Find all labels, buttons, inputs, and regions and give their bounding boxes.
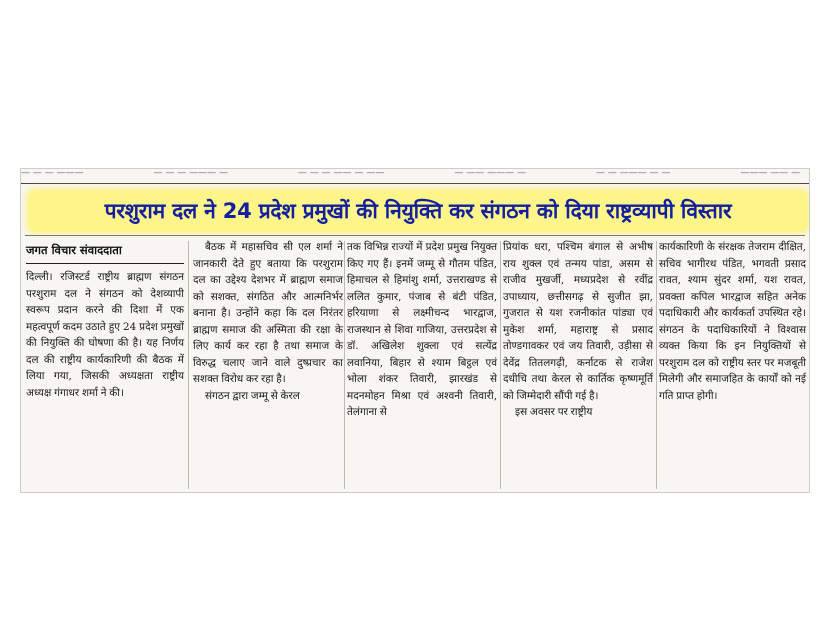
headline-divider [25, 235, 805, 236]
byline-underline [26, 263, 184, 264]
article-column-4 [503, 239, 653, 421]
article-paragraph: तक विभिन्न राज्यों में प्रदेश प्रमुख नियुक्त किए गए हैं। इनमें जम्मू से गौतम पंडित, हिमाचल से हिमांशु शर्मा, उत्तराखण्ड से ललित कुमार, पंजाब से बंटी पंडित, हरियाणा से लक्ष्मीचन्द भारद्वाज, राजस्थान से शिवा गाजिया, उत्तरप्रदेश से डॉ. अखिलेश शुक्ला एवं सत्येंद्र लवानिया, बिहार से श्याम बिट्ठल एवं भोला शंकर तिवारी, झारखंड से मदनमोहन मिश्रा एवं अश्वनी तिवारी, तेलंगाना से [347, 241, 497, 418]
newspaper-clipping [20, 168, 810, 493]
byline: जगत विचार संवाददाता [26, 243, 122, 257]
article-paragraph: इस अवसर पर राष्ट्रीय [515, 406, 593, 418]
article-column-3 [347, 239, 497, 421]
column-divider [500, 241, 501, 489]
cropped-text-strip: — — — ——— — — — ——— — — — — —— — —— — —— ——— — — — ——— — — ——— —— — [21, 169, 801, 178]
article-column-1 [26, 269, 184, 401]
article-column-5 [659, 239, 806, 404]
article-paragraph: दिल्ली। रजिस्टर्ड राष्ट्रीय ब्राह्मण संगठन परशुराम दल ने संगठन को देशव्यापी स्वरूप प्रदान करने की दिशा में एक महत्वपूर्ण कदम उठाते हुए 24 प्रदेश प्रमुखों की नियुक्ति की घोषणा की है। यह निर्णय दल की राष्ट्रीय कार्यकारिणी की बैठक में लिया गया, जिसकी अध्यक्षता राष्ट्रीय अध्यक्ष गंगाधर शर्मा ने की। [26, 271, 184, 399]
article-paragraph: बैठक में महासचिव सी एल शर्मा ने जानकारी देते हुए बताया कि परशुराम दल का उद्देश्य देशभर में ब्राह्मण समाज को सशक्त, संगठित और आत्मनिर्भर बनाना है। उन्होंने कहा कि दल निरंतर ब्राह्मण समाज की अस्मिता की रक्षा के लिए कार्य कर रहा है तथा समाज के विरुद्ध चलाए जाने वाले दुष्प्रचार का सशक्त विरोध कर रहा है। [193, 241, 343, 385]
article-paragraph: प्रियांक धरा, पश्चिम बंगाल से अभीष राय शुक्ल एवं तन्मय पांडा, असम से राजीव मुखर्जी, मध्यप्रदेश से रवींद्र उपाध्याय, छत्तीसगढ़ से सुजीत झा, गुजरात से यश रजनीकांत पांड्या एवं मुकेश शर्मा, महाराष्ट्र से प्रसाद तोण्डगावकर एवं जय तिवारी, उड़ीसा से देवेंद्र तितलगढ़ी, कर्नाटक से राजेश दधीचि तथा केरल से कार्तिक कृष्णमूर्ति को जिम्मेदारी सौंपी गई है। [503, 241, 653, 402]
article-paragraph: संगठन द्वारा जम्मू से केरल [205, 389, 300, 402]
article-paragraph: कार्यकारिणी के संरक्षक तेजराम दीक्षित, सचिव भागीरथ पंडित, भगवती प्रसाद रावत, श्याम सुंदर शर्मा, यश रावत, प्रवक्ता कपिल भारद्वाज सहित अनेक पदाधिकारी और कार्यकर्ता उपस्थित रहे। संगठन के पदाधिकारियों ने विश्वास व्यक्त किया कि इन नियुक्तियों से परशुराम दल को राष्ट्रीय स्तर पर मजबूती मिलेगी और समाजहित के कार्यों को नई गति प्राप्त होगी। [659, 241, 806, 402]
top-divider [21, 183, 809, 184]
column-divider [344, 241, 345, 489]
headline: परशुराम दल ने 24 प्रदेश प्रमुखों की नियुक्ति कर संगठन को दिया राष्ट्रव्यापी विस्तार [104, 199, 732, 223]
column-divider [188, 241, 189, 489]
article-column-2 [193, 239, 343, 404]
column-divider [656, 241, 657, 489]
